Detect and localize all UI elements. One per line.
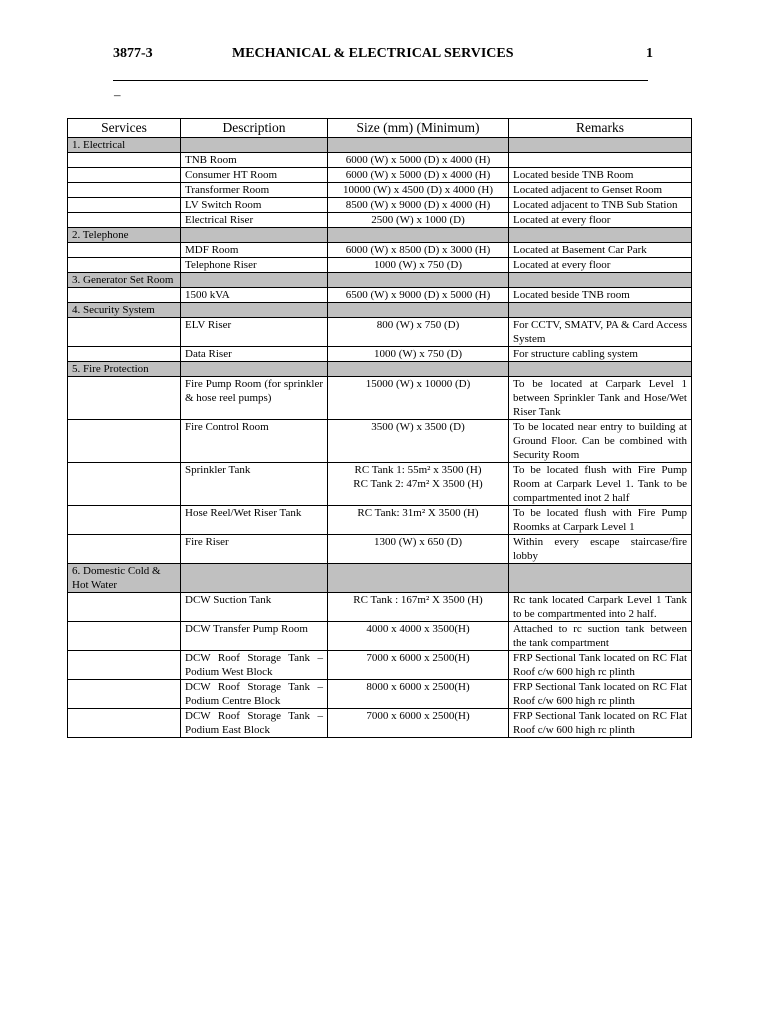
category-empty-cell [328, 228, 509, 243]
services-cell [68, 377, 181, 420]
size-cell: 6000 (W) x 8500 (D) x 3000 (H) [328, 243, 509, 258]
column-header-services: Services [68, 119, 181, 138]
size-cell: 6500 (W) x 9000 (D) x 5000 (H) [328, 288, 509, 303]
services-cell [68, 463, 181, 506]
category-empty-cell [328, 138, 509, 153]
remarks-cell: FRP Sectional Tank located on RC Flat Roof c/w 600 high rc plinth [509, 651, 692, 680]
remarks-cell: Located at every floor [509, 258, 692, 273]
size-cell: 8500 (W) x 9000 (D) x 4000 (H) [328, 198, 509, 213]
description-cell: 1500 kVA [181, 288, 328, 303]
page-number: 1 [646, 46, 653, 61]
size-cell: 3500 (W) x 3500 (D) [328, 420, 509, 463]
remarks-cell: Within every escape staircase/fire lobby [509, 535, 692, 564]
size-cell: 6000 (W) x 5000 (D) x 4000 (H) [328, 153, 509, 168]
services-cell [68, 347, 181, 362]
description-cell: DCW Suction Tank [181, 593, 328, 622]
remarks-cell: Located beside TNB room [509, 288, 692, 303]
category-row [68, 228, 692, 243]
table-row [68, 258, 692, 273]
description-cell: DCW Roof Storage Tank – Podium East Block [181, 709, 328, 738]
size-cell: 7000 x 6000 x 2500(H) [328, 709, 509, 738]
size-cell: 1000 (W) x 750 (D) [328, 258, 509, 273]
services-cell [68, 153, 181, 168]
category-empty-cell [509, 303, 692, 318]
category-label: 1. Electrical [68, 138, 181, 153]
remarks-cell [509, 153, 692, 168]
table-row [68, 593, 692, 622]
description-cell: DCW Roof Storage Tank – Podium Centre Block [181, 680, 328, 709]
size-cell: 1300 (W) x 650 (D) [328, 535, 509, 564]
remarks-cell: Located adjacent to Genset Room [509, 183, 692, 198]
category-empty-cell [181, 138, 328, 153]
remarks-cell: For structure cabling system [509, 347, 692, 362]
category-empty-cell [181, 362, 328, 377]
table-header-row [68, 119, 692, 138]
services-cell [68, 288, 181, 303]
remarks-cell: Located beside TNB Room [509, 168, 692, 183]
size-cell: 8000 x 6000 x 2500(H) [328, 680, 509, 709]
table-row [68, 420, 692, 463]
category-empty-cell [181, 303, 328, 318]
remarks-cell: For CCTV, SMATV, PA & Card Access System [509, 318, 692, 347]
remarks-cell: Rc tank located Carpark Level 1 Tank to be compartmented into 2 half. [509, 593, 692, 622]
table-row [68, 622, 692, 651]
services-cell [68, 651, 181, 680]
category-empty-cell [328, 564, 509, 593]
services-cell [68, 168, 181, 183]
services-cell [68, 535, 181, 564]
services-cell [68, 198, 181, 213]
category-label: 2. Telephone [68, 228, 181, 243]
services-cell [68, 420, 181, 463]
category-empty-cell [509, 564, 692, 593]
table-row [68, 377, 692, 420]
category-empty-cell [328, 273, 509, 288]
table-row [68, 506, 692, 535]
services-cell [68, 622, 181, 651]
description-cell: Electrical Riser [181, 213, 328, 228]
description-cell: TNB Room [181, 153, 328, 168]
size-cell: RC Tank: 31m² X 3500 (H) [328, 506, 509, 535]
category-empty-cell [509, 138, 692, 153]
services-cell [68, 213, 181, 228]
table-row [68, 213, 692, 228]
remarks-cell: FRP Sectional Tank located on RC Flat Roof c/w 600 high rc plinth [509, 680, 692, 709]
size-cell: 800 (W) x 750 (D) [328, 318, 509, 347]
remarks-cell: To be located near entry to building at Ground Floor. Can be combined with Security Room [509, 420, 692, 463]
document-title: MECHANICAL & ELECTRICAL SERVICES [232, 46, 514, 61]
remarks-cell: Attached to rc suction tank between the tank compartment [509, 622, 692, 651]
category-row [68, 273, 692, 288]
services-cell [68, 593, 181, 622]
column-header-remarks: Remarks [509, 119, 692, 138]
services-cell [68, 680, 181, 709]
size-cell: 15000 (W) x 10000 (D) [328, 377, 509, 420]
table-row [68, 680, 692, 709]
description-cell: Hose Reel/Wet Riser Tank [181, 506, 328, 535]
category-empty-cell [328, 362, 509, 377]
header-divider [113, 80, 648, 81]
description-cell: Fire Pump Room (for sprinkler & hose reel pumps) [181, 377, 328, 420]
table-row [68, 347, 692, 362]
category-label: 3. Generator Set Room [68, 273, 181, 288]
description-cell: Fire Control Room [181, 420, 328, 463]
description-cell: Data Riser [181, 347, 328, 362]
description-cell: Consumer HT Room [181, 168, 328, 183]
remarks-cell: Located at every floor [509, 213, 692, 228]
category-empty-cell [509, 362, 692, 377]
category-label: 4. Security System [68, 303, 181, 318]
category-row [68, 564, 692, 593]
description-cell: Fire Riser [181, 535, 328, 564]
description-cell: MDF Room [181, 243, 328, 258]
category-empty-cell [181, 273, 328, 288]
services-cell [68, 243, 181, 258]
category-empty-cell [509, 228, 692, 243]
services-cell [68, 183, 181, 198]
description-cell: DCW Transfer Pump Room [181, 622, 328, 651]
description-cell: Sprinkler Tank [181, 463, 328, 506]
page-header [113, 46, 655, 66]
description-cell: LV Switch Room [181, 198, 328, 213]
services-cell [68, 709, 181, 738]
header-dash: – [114, 87, 121, 102]
table-row [68, 168, 692, 183]
category-empty-cell [181, 228, 328, 243]
size-cell: RC Tank : 167m² X 3500 (H) [328, 593, 509, 622]
table-row [68, 709, 692, 738]
remarks-cell: FRP Sectional Tank located on RC Flat Roof c/w 600 high rc plinth [509, 709, 692, 738]
document-code: 3877-3 [113, 46, 153, 61]
table-row [68, 198, 692, 213]
size-cell: 10000 (W) x 4500 (D) x 4000 (H) [328, 183, 509, 198]
category-label: 5. Fire Protection [68, 362, 181, 377]
category-empty-cell [181, 564, 328, 593]
remarks-cell: Located adjacent to TNB Sub Station [509, 198, 692, 213]
column-header-description: Description [181, 119, 328, 138]
remarks-cell: To be located flush with Fire Pump Room at Carpark Level 1. Tank to be compartmented inot 2 half [509, 463, 692, 506]
category-row [68, 138, 692, 153]
description-cell: DCW Roof Storage Tank – Podium West Block [181, 651, 328, 680]
remarks-cell: Located at Basement Car Park [509, 243, 692, 258]
table-row [68, 651, 692, 680]
size-cell: 4000 x 4000 x 3500(H) [328, 622, 509, 651]
category-empty-cell [328, 303, 509, 318]
category-label: 6. Domestic Cold & Hot Water [68, 564, 181, 593]
table-row [68, 463, 692, 506]
table-row [68, 183, 692, 198]
table-row [68, 288, 692, 303]
table-row [68, 535, 692, 564]
services-table [67, 118, 692, 738]
table-row [68, 153, 692, 168]
table-row [68, 318, 692, 347]
description-cell: Telephone Riser [181, 258, 328, 273]
category-row [68, 303, 692, 318]
size-cell: 6000 (W) x 5000 (D) x 4000 (H) [328, 168, 509, 183]
size-cell: RC Tank 1: 55m² x 3500 (H) RC Tank 2: 47m² X 3500 (H) [328, 463, 509, 506]
category-row [68, 362, 692, 377]
size-cell: 1000 (W) x 750 (D) [328, 347, 509, 362]
remarks-cell: To be located flush with Fire Pump Roomks at Carpark Level 1 [509, 506, 692, 535]
column-header-size: Size (mm) (Minimum) [328, 119, 509, 138]
description-cell: Transformer Room [181, 183, 328, 198]
table-row [68, 243, 692, 258]
services-cell [68, 506, 181, 535]
table-body [68, 138, 692, 738]
services-cell [68, 318, 181, 347]
category-empty-cell [509, 273, 692, 288]
size-cell: 2500 (W) x 1000 (D) [328, 213, 509, 228]
remarks-cell: To be located at Carpark Level 1 between Sprinkler Tank and Hose/Wet Riser Tank [509, 377, 692, 420]
description-cell: ELV Riser [181, 318, 328, 347]
size-cell: 7000 x 6000 x 2500(H) [328, 651, 509, 680]
services-cell [68, 258, 181, 273]
